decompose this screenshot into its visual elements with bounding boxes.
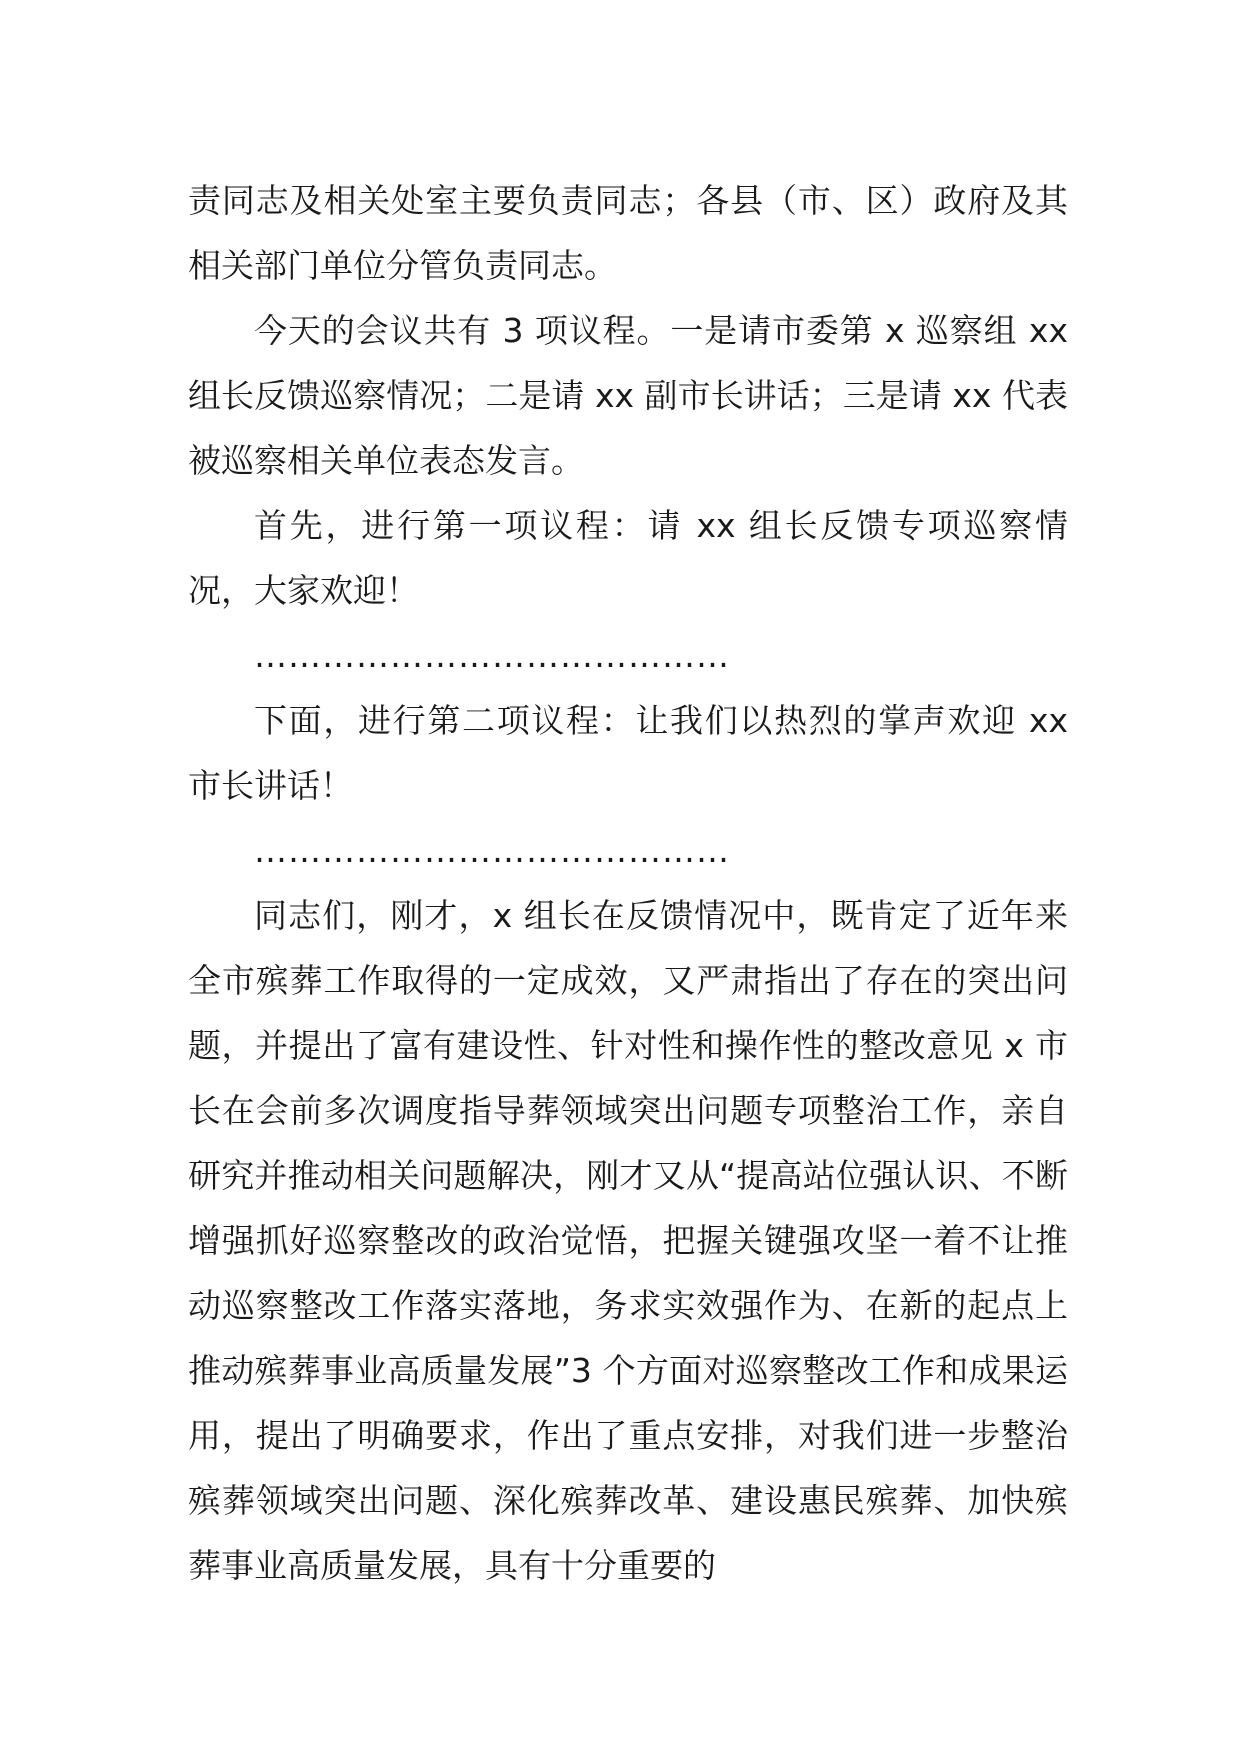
ellipsis-line: …………………………………… xyxy=(254,831,730,870)
paragraph-attendees: 责同志及相关处室主要负责同志；各县（市、区）政府及其相关部门单位分管负责同志。 xyxy=(188,181,1068,285)
paragraph-summary: 同志们，刚才，x 组长在反馈情况中，既肯定了近年来全市殡葬工作取得的一定成效，又严肃指出了存在的突出问题，并提出了富有建设性、针对性和操作性的整改意见 x 市长在会前多次调度指导葬领域突出问题专项整治工作，亲自研究并推动相关问题解决，刚才又从“提高站位强认识、不断增强抓好巡察整改的政治觉悟，把握关键强攻坚一着不让推动巡察整改工作落实落地，务求实效强作为、在新的起点上推动殡葬事业高质量发展”3 个方面对巡察整改工作和成果运用，提出了明确要求，作出了重点安排，对我们进一步整治殡葬领域突出问题、深化殡葬改革、建设惠民殡葬、加快殡葬事业高质量发展，具有十分重要的 xyxy=(188,896,1068,1585)
document-body xyxy=(188,168,1068,1598)
paragraph-agenda: 今天的会议共有 3 项议程。一是请市委第 x 巡察组 xx 组长反馈巡察情况；二是请 xx 副市长讲话；三是请 xx 代表被巡察相关单位表态发言。 xyxy=(188,311,1068,480)
paragraph-second-item: 下面，进行第二项议程：让我们以热烈的掌声欢迎 xx 市长讲话！ xyxy=(188,701,1068,805)
paragraph-first-item: 首先，进行第一项议程：请 xx 组长反馈专项巡察情况，大家欢迎！ xyxy=(188,506,1068,610)
ellipsis-line: …………………………………… xyxy=(254,636,730,675)
